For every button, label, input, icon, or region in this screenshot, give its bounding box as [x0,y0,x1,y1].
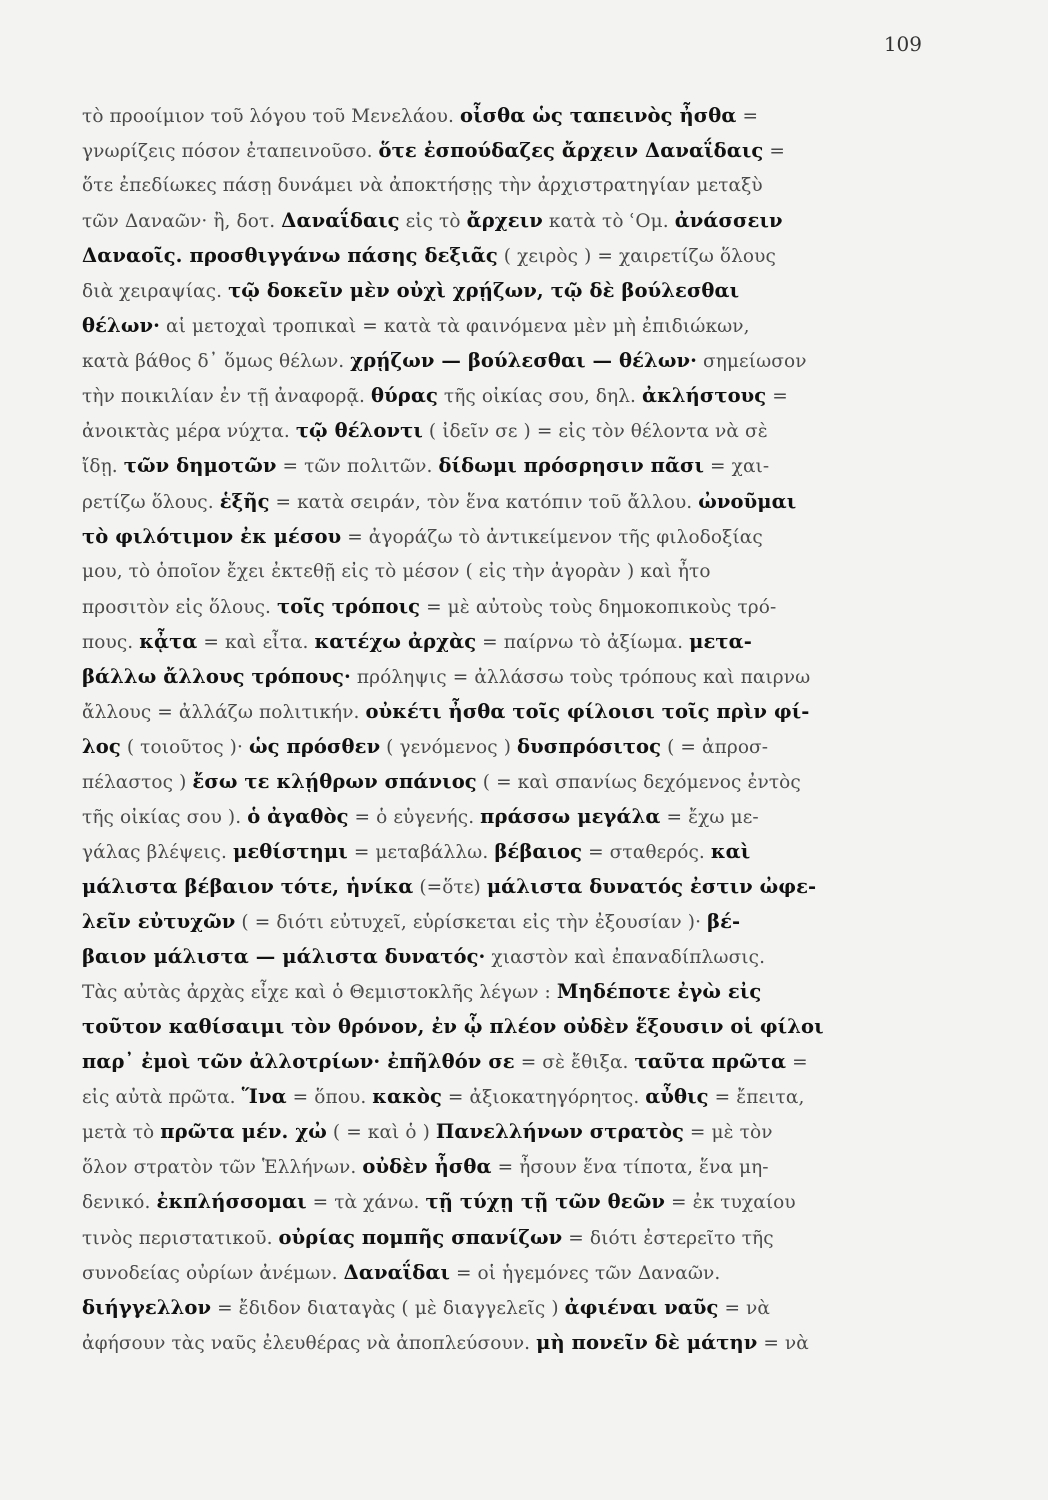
gloss-text: = διότι ἐστερεῖτο τῆς [562,1227,774,1249]
text-line [82,308,944,343]
gloss-text: κατὰ βάθος δ᾽ ὅμως θέλων. [82,351,351,373]
lemma-text: κατέχω ἀρχὰς [314,629,477,653]
lemma-text: βέ- [707,910,741,934]
lemma-text: χρῄζων — βούλεσθαι — θέλων· [350,349,698,373]
lemma-text: τῷ δοκεῖν μὲν οὐχὶ χρῄζων, τῷ δὲ βούλεσθαι [228,279,740,303]
gloss-text: = σταθερός. [582,841,711,863]
lemma-text: βέβαιος [494,839,583,863]
lemma-text: οἶσθα ὡς ταπεινὸς ἦσθα [459,104,737,127]
gloss-text: πους. [82,631,140,653]
gloss-text: = [763,141,785,163]
lemma-text: καὶ [710,839,751,863]
lemma-text: μὴ πονεῖν δὲ μάτην [536,1330,758,1354]
gloss-text: μου, τὸ ὁποῖον ἔχει ἐκτεθῇ εἰς τὸ μέσον ( εἰς τὴν ἀγορὰν ) καὶ ἦτο [82,560,711,582]
text-line [82,413,944,448]
lemma-text: ἔσω τε κλῄθρων σπάνιος [192,769,477,793]
lemma-text: ἄρχειν [466,209,543,233]
gloss-text: ( = καὶ σπανίως δεχόμενος ἐντὸς [476,771,801,793]
gloss-text: = ἔδιδον διαταγὰς ( μὲ διαγγελεῖς ) [211,1297,565,1319]
text-line [82,764,944,799]
gloss-text: γνωρίζεις πόσον ἐταπεινοῦσο. [82,141,379,163]
lemma-text: διήγγελλον [82,1295,212,1319]
text-line [82,939,944,974]
text-line [82,1114,944,1149]
lemma-text: Ἵνα [241,1085,287,1109]
lemma-text: ὡς πρόσθεν [248,734,381,758]
lemma-text: τῶν δημοτῶν [123,454,277,478]
gloss-text: συνοδείας οὐρίων ἀνέμων. [82,1262,344,1284]
text-line [82,1044,944,1079]
text-line [82,904,944,939]
gloss-text: = μὲ τὸν [683,1122,773,1144]
lemma-text: βάλλω ἄλλους τρόπους· [82,664,351,688]
gloss-text: ( = καὶ ὁ ) [326,1122,436,1144]
gloss-text: τῆς οἰκίας σου, δηλ. [437,386,642,408]
text-line [82,343,944,378]
lemma-text: μάλιστα δυνατός ἐστιν ὠφε- [486,875,817,899]
gloss-text: = ὅπου. [286,1087,373,1109]
gloss-text: = ἔχω με- [660,806,759,828]
gloss-text: = μὲ αὐτοὺς τοὺς δημοκοπικοὺς τρό- [420,596,777,618]
lemma-text: τοῖς τρόποις [277,594,421,618]
lemma-text: κακὸς [372,1085,442,1109]
lemma-text: μεθίστημι [232,839,348,863]
lemma-text: θύρας [371,384,438,408]
lemma-text: τοῦτον καθίσαιμι τὸν θρόνον, ἐν ᾧ πλέον οὐδὲν ἕξουσιν οἱ φίλοι [82,1015,824,1039]
lemma-text: ὁ ἀγαθὸς [247,804,349,828]
lemma-text: οὐκέτι ἦσθα τοῖς φίλοισι τοῖς πρὶν φί- [365,699,810,723]
lemma-text: Πανελλήνων στρατὸς [435,1120,684,1144]
gloss-text: = κατὰ σειράν, τὸν ἕνα κατόπιν τοῦ ἄλλου. [269,491,699,513]
lemma-text: ὠνοῦμαι [698,489,797,513]
lemma-text: οὐδὲν ἦσθα [362,1155,492,1179]
gloss-text: ( τοιοῦτος )· [120,736,249,758]
lemma-text: λος [82,734,121,758]
text-line [82,273,944,308]
text-line [82,834,944,869]
gloss-text: = [766,386,788,408]
gloss-text: κατὰ τὸ ʿΟμ. [542,211,675,233]
lemma-text: πρῶτα μέν. χὠ [160,1120,327,1144]
gloss-text: = παίρνω τὸ ἀξίωμα. [476,631,690,653]
text-line [82,974,944,1009]
text-line [82,1009,944,1044]
lemma-text: μάλιστα βέβαιον τότε, ἡνίκα [82,875,414,899]
gloss-text: ρετίζω ὅλους. [82,491,220,513]
gloss-text: δενικό. [82,1192,157,1214]
lemma-text: ἑξῆς [219,489,270,513]
text-line [82,624,944,659]
gloss-text: μετὰ τὸ [82,1122,161,1144]
text-line [82,1255,944,1290]
gloss-text: = ἔπειτα, [708,1087,805,1109]
lemma-text: μετα- [689,629,752,653]
text-line [82,1149,944,1184]
lemma-text: τὸ φιλότιμον ἐκ μέσου [82,524,342,548]
lemma-text: Δαναοῖς. προσθιγγάνω πάσης δεξιᾶς [82,244,498,268]
text-line [82,1325,944,1360]
lemma-text: Δαναΐδαις [281,209,400,233]
text-line [82,98,944,133]
lemma-text: παρ᾽ ἐμοὶ τῶν ἀλλοτρίων· ἐπῆλθόν σε [82,1050,515,1074]
gloss-text: = ἀγοράζω τὸ ἀντικείμενον τῆς φιλοδοξίας [341,526,763,548]
gloss-text: ( = διότι εὐτυχεῖ, εὑρίσκεται εἰς τὴν ἐξουσίαν )· [235,912,708,934]
gloss-text: = ἦσουν ἕνα τίποτα, ἕνα μη- [491,1157,769,1179]
lemma-text: Μηδέποτε ἐγὼ εἰς [556,980,762,1004]
gloss-text: = [736,106,759,127]
gloss-text: (=ὅτε) [413,877,487,899]
gloss-text: Τὰς αὐτὰς ἀρχὰς εἶχε καὶ ὁ Θεμιστοκλῆς λέγων : [82,982,557,1004]
lemma-text: πράσσω μεγάλα [480,804,661,828]
lemma-text: τῷ θέλοντι [295,419,423,443]
lemma-text: αὖθις [645,1085,709,1109]
text-line [82,378,944,413]
text-line [82,659,944,694]
gloss-text: τὸ προοίμιον τοῦ λόγου τοῦ Μενελάου. [82,106,460,127]
text-line [82,484,944,519]
gloss-text: = νὰ [757,1332,809,1354]
gloss-text: σημείωσον [697,351,807,373]
lemma-text: βαιον μάλιστα — μάλιστα δυνατός· [82,945,486,969]
gloss-text: = σὲ ἔθιξα. [514,1052,635,1074]
gloss-text: πρόληψις = ἀλλάσσω τοὺς τρόπους καὶ παιρνω [350,666,811,688]
text-line [82,203,944,238]
gloss-text: ( γενόμενος ) [380,736,518,758]
gloss-text: ἴδῃ. [82,456,124,478]
text-line [82,238,944,273]
gloss-text: = [786,1052,808,1074]
gloss-text: πέλαστος ) [82,771,193,793]
text-line [82,799,944,834]
gloss-text: ( χειρὸς ) = χαιρετίζω ὅλους [497,246,776,268]
gloss-text: ἀνοικτὰς μέρα νύχτα. [82,421,296,443]
lemma-text: ἀνάσσειν [674,209,783,233]
gloss-text: εἰς αὐτὰ πρῶτα. [82,1087,242,1109]
text-line [82,519,944,554]
lemma-text: τῇ τύχῃ τῇ τῶν θεῶν [425,1190,666,1214]
text-line [82,1184,944,1219]
gloss-text: τῆς οἰκίας σου ). [82,806,248,828]
page-number: 109 [883,32,922,56]
gloss-text: = οἱ ἡγεμόνες τῶν Δαναῶν. [450,1262,721,1284]
lemma-text: ταῦτα πρῶτα [634,1050,787,1074]
lemma-text: οὐρίας πομπῆς σπανίζων [278,1225,563,1249]
gloss-text: αἱ μετοχαὶ τροπικαὶ = κατὰ τὰ φαινόμενα μὲν μὴ ἐπιδιώκων, [160,316,750,338]
gloss-text: χιαστὸν καὶ ἐπαναδίπλωσις. [485,947,766,969]
lemma-text: λεῖν εὐτυχῶν [82,910,236,934]
gloss-text: εἰς τὸ [399,211,467,233]
gloss-text: = ὁ εὐγενής. [348,806,481,828]
text-line [82,694,944,729]
gloss-text: ὅλον στρατὸν τῶν Ἑλλήνων. [82,1157,363,1179]
gloss-text: = καὶ εἶτα. [197,631,315,653]
gloss-text: τὴν ποικιλίαν ἐν τῇ ἀναφορᾷ. [82,386,372,408]
gloss-text: γάλας βλέψεις. [82,841,233,863]
text-line [82,869,944,904]
text-line [82,168,944,203]
gloss-text: = τῶν πολιτῶν. [276,456,439,478]
lemma-text: ἀκλήστους [642,384,767,408]
gloss-text: = χαι- [704,456,770,478]
gloss-text: = ἐκ τυχαίου [665,1192,796,1214]
gloss-text: τινὸς περιστατικοῦ. [82,1227,279,1249]
gloss-text: διὰ χειραψίας. [82,281,229,303]
gloss-text: ὅτε ἐπεδίωκες πάσῃ δυνάμει νὰ ἀποκτήσῃς τὴν ἀρχιστρατηγίαν μεταξὺ [82,175,763,197]
gloss-text: = τὰ χάνω. [306,1192,426,1214]
text-line [82,1290,944,1325]
gloss-text: ( = ἀπροσ- [661,736,769,758]
commentary-text [82,98,944,1360]
lemma-text: θέλων· [82,314,161,338]
text-line [82,1220,944,1255]
gloss-text: ἀφήσουν τὰς ναῦς ἐλευθέρας νὰ ἀποπλεύσουν. [82,1332,537,1354]
lemma-text: ὅτε ἐσπούδαζες ἄρχειν Δαναΐδαις [378,139,764,163]
gloss-text: = νὰ [718,1297,770,1319]
gloss-text: ἄλλους = ἀλλάζω πολιτικήν. [82,701,366,723]
lemma-text: δυσπρόσιτος [517,734,662,758]
gloss-text: = ἀξιοκατηγόρητος. [441,1087,646,1109]
text-line [82,448,944,483]
text-line [82,1079,944,1114]
gloss-text: ( ἰδεῖν σε ) = εἰς τὸν θέλοντα νὰ σὲ [422,421,768,443]
gloss-text: = μεταβάλλω. [347,841,495,863]
gloss-text: προσιτὸν εἰς ὅλους. [82,596,278,618]
text-line [82,729,944,764]
lemma-text: Δαναΐδαι [343,1260,450,1284]
text-line [82,554,944,589]
lemma-text: δίδωμι πρόσρησιν πᾶσι [438,454,705,478]
gloss-text: τῶν Δαναῶν· ἢ, δοτ. [82,211,282,233]
text-line [82,133,944,168]
lemma-text: κᾆτα [139,629,198,653]
text-line [82,589,944,624]
lemma-text: ἐκπλήσσομαι [156,1190,307,1214]
lemma-text: ἀφιέναι ναῦς [564,1295,719,1319]
